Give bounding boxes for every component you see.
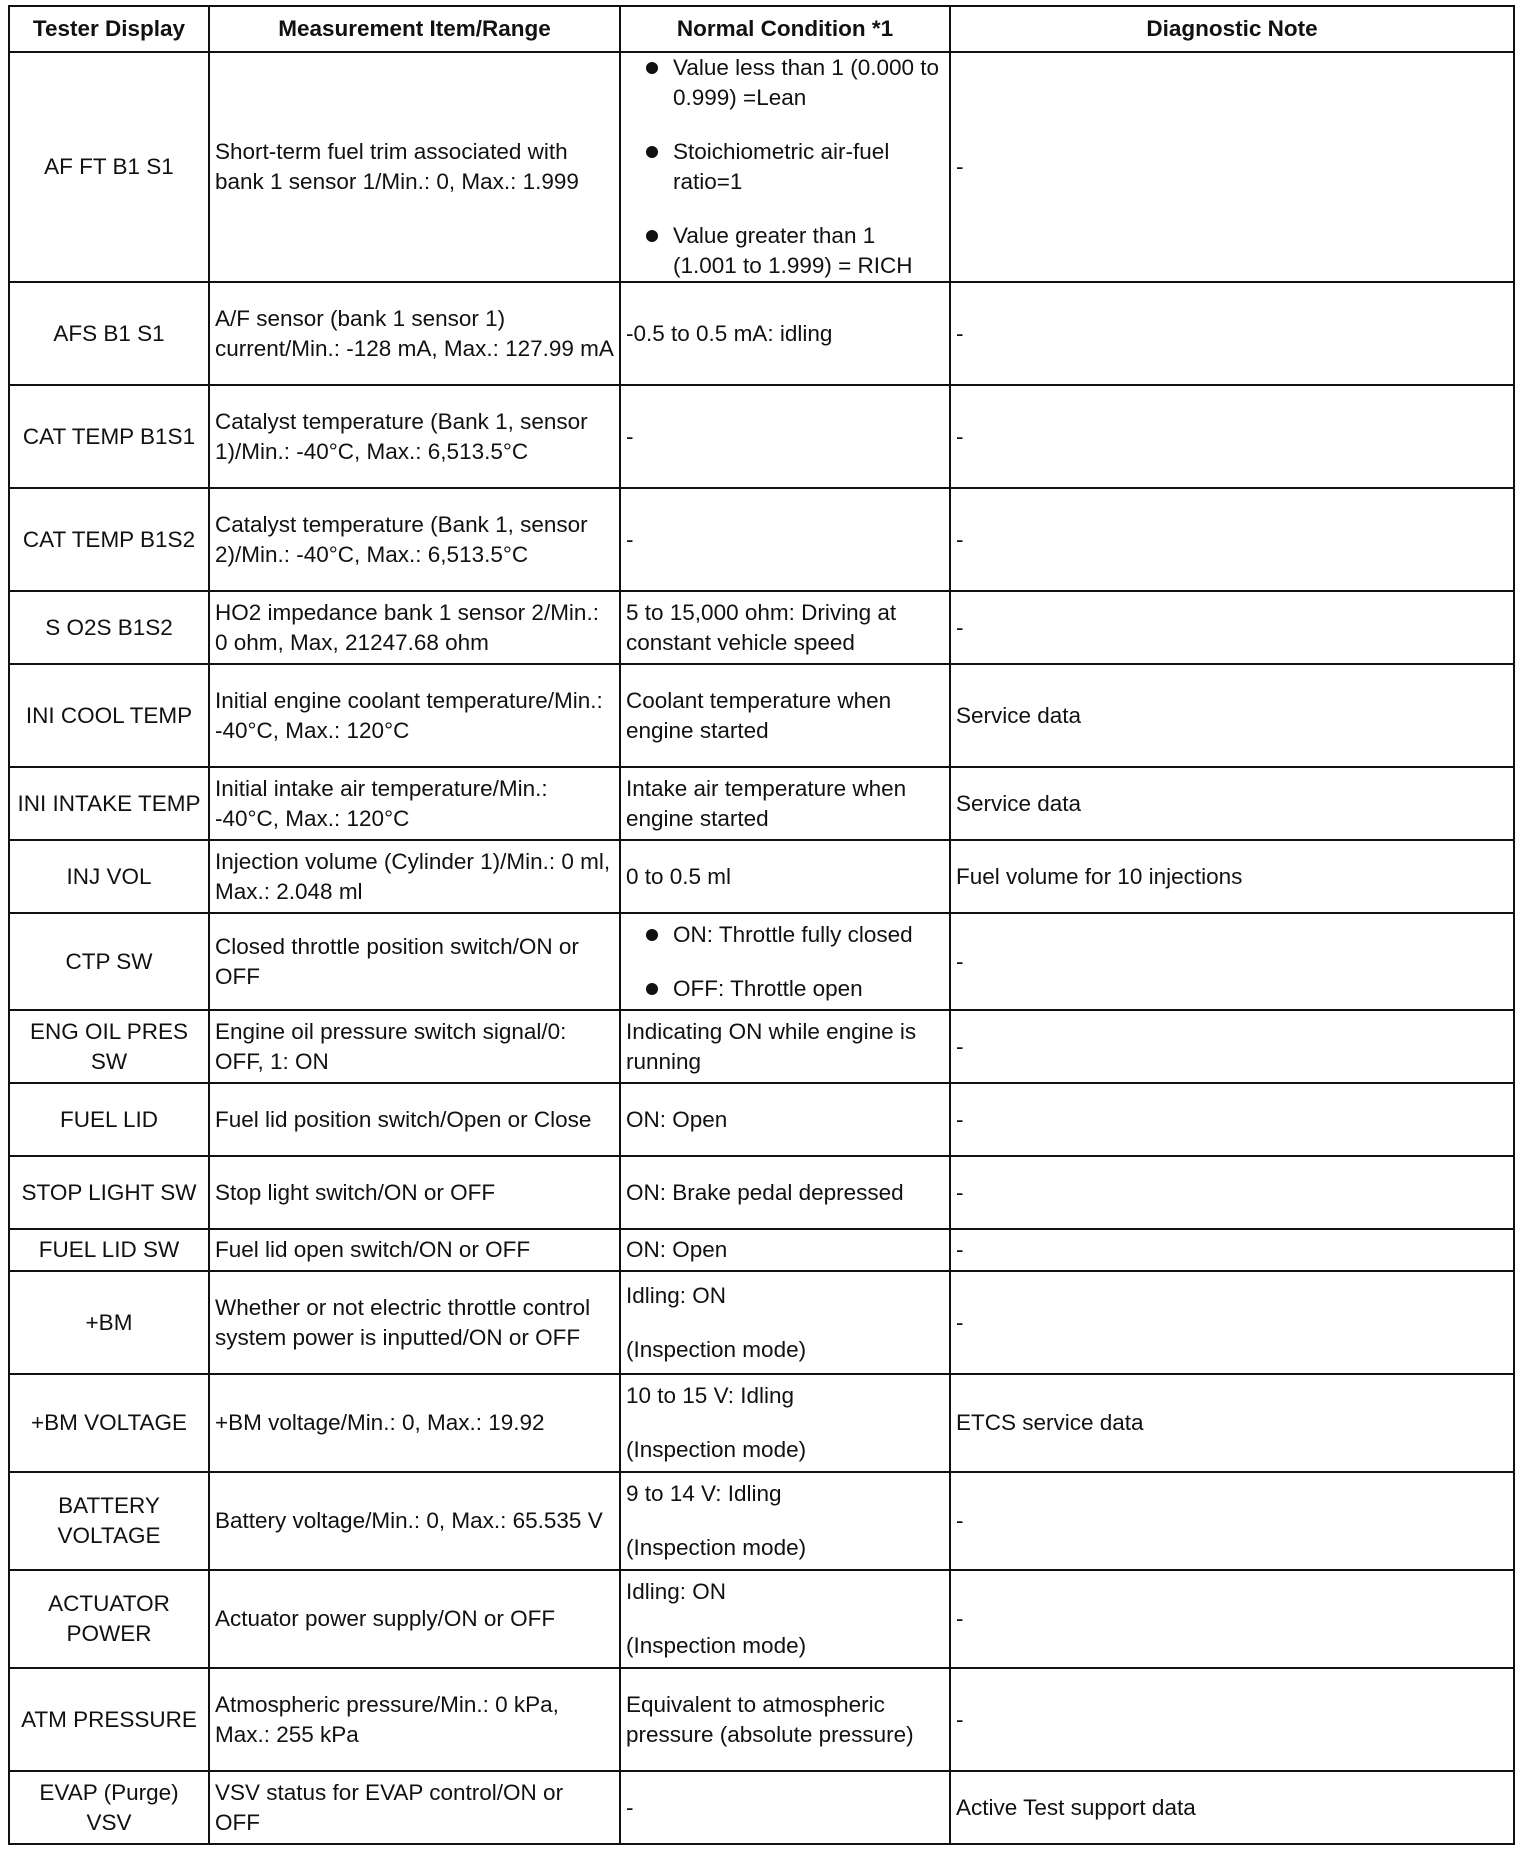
normal-condition-cell xyxy=(620,913,950,1010)
condition-bullet xyxy=(626,53,944,113)
normal-condition-cell xyxy=(620,1570,950,1668)
diagnostic-note-cell: ETCS service data xyxy=(950,1374,1514,1472)
normal-condition-cell: Equivalent to atmospheric pressure (absolute pressure) xyxy=(620,1668,950,1771)
normal-condition-cell: ON: Brake pedal depressed xyxy=(620,1156,950,1229)
diagnostic-note-cell: - xyxy=(950,913,1514,1010)
diagnostic-note-cell: - xyxy=(950,1271,1514,1374)
bullet-icon xyxy=(646,146,658,158)
condition-text: OFF: Throttle open xyxy=(673,975,863,1001)
table-row xyxy=(9,385,1514,488)
diagnostic-note-cell: Fuel volume for 10 injections xyxy=(950,840,1514,913)
table-row xyxy=(9,591,1514,664)
diagnostic-note-cell: - xyxy=(950,282,1514,385)
normal-condition-cell: Coolant temperature when engine started xyxy=(620,664,950,767)
tester-display-cell: INI INTAKE TEMP xyxy=(9,767,209,840)
normal-condition-cell xyxy=(620,1271,950,1374)
tester-display-cell: INI COOL TEMP xyxy=(9,664,209,767)
condition-line: 10 to 15 V: Idling xyxy=(626,1383,795,1408)
measurement-cell: VSV status for EVAP control/ON or OFF xyxy=(209,1771,620,1844)
measurement-cell: Initial engine coolant temperature/Min.: -40°C, Max.: 120°C xyxy=(209,664,620,767)
measurement-cell: +BM voltage/Min.: 0, Max.: 19.92 xyxy=(209,1374,620,1472)
tester-display-cell: CAT TEMP B1S2 xyxy=(9,488,209,591)
measurement-cell: Whether or not electric throttle control system power is inputted/ON or OFF xyxy=(209,1271,620,1374)
table-row xyxy=(9,1271,1514,1374)
tester-display-cell: ENG OIL PRES SW xyxy=(9,1010,209,1083)
diagnostic-note-cell: - xyxy=(950,52,1514,282)
measurement-cell: Fuel lid position switch/Open or Close xyxy=(209,1083,620,1156)
tester-display-cell: INJ VOL xyxy=(9,840,209,913)
tester-display-cell: BATTERY VOLTAGE xyxy=(9,1472,209,1570)
condition-text: Value less than 1 (0.000 to 0.999) =Lean xyxy=(673,55,940,110)
condition-line: (Inspection mode) xyxy=(626,1633,807,1658)
measurement-cell: Stop light switch/ON or OFF xyxy=(209,1156,620,1229)
bullet-icon xyxy=(646,230,658,242)
tester-display-cell: CAT TEMP B1S1 xyxy=(9,385,209,488)
condition-line: Idling: ON xyxy=(626,1282,727,1308)
diagnostic-note-cell: - xyxy=(950,1010,1514,1083)
measurement-cell: HO2 impedance bank 1 sensor 2/Min.: 0 ohm, Max, 21247.68 ohm xyxy=(209,591,620,664)
tester-display-cell: FUEL LID SW xyxy=(9,1229,209,1271)
measurement-cell: Engine oil pressure switch signal/0: OFF, 1: ON xyxy=(209,1010,620,1083)
normal-condition-cell: 5 to 15,000 ohm: Driving at constant vehicle speed xyxy=(620,591,950,664)
measurement-cell: Closed throttle position switch/ON or OFF xyxy=(209,913,620,1010)
tester-display-cell: FUEL LID xyxy=(9,1083,209,1156)
condition-bullet xyxy=(626,137,944,197)
diagnostic-note-cell: - xyxy=(950,385,1514,488)
diagnostic-note-cell: - xyxy=(950,1570,1514,1668)
condition-text: Stoichiometric air-fuel ratio=1 xyxy=(673,139,890,194)
diagnostic-note-cell: Service data xyxy=(950,664,1514,767)
normal-condition-cell: - xyxy=(620,1771,950,1844)
table-row xyxy=(9,913,1514,1010)
condition-text: ON: Throttle fully closed xyxy=(673,921,913,947)
diagnostic-note-cell: - xyxy=(950,1472,1514,1570)
table-row xyxy=(9,767,1514,840)
tester-display-cell: +BM xyxy=(9,1271,209,1374)
normal-condition-cell: Intake air temperature when engine started xyxy=(620,767,950,840)
condition-line: 9 to 14 V: Idling xyxy=(626,1481,782,1506)
bullet-icon xyxy=(646,929,658,941)
measurement-cell: Fuel lid open switch/ON or OFF xyxy=(209,1229,620,1271)
tester-display-cell: +BM VOLTAGE xyxy=(9,1374,209,1472)
diagnostic-note-cell: - xyxy=(950,1229,1514,1271)
header-measurement: Measurement Item/Range xyxy=(209,6,620,52)
diagnostic-note-cell: - xyxy=(950,488,1514,591)
tester-display-cell: S O2S B1S2 xyxy=(9,591,209,664)
tester-display-cell: CTP SW xyxy=(9,913,209,1010)
measurement-cell: Initial intake air temperature/Min.: -40°C, Max.: 120°C xyxy=(209,767,620,840)
measurement-cell: Catalyst temperature (Bank 1, sensor 2)/Min.: -40°C, Max.: 6,513.5°C xyxy=(209,488,620,591)
normal-condition-cell: Indicating ON while engine is running xyxy=(620,1010,950,1083)
diagnostic-note-cell: Service data xyxy=(950,767,1514,840)
condition-line: (Inspection mode) xyxy=(626,1437,807,1462)
diagnostic-note-cell: - xyxy=(950,591,1514,664)
table-row xyxy=(9,1229,1514,1271)
header-tester-display: Tester Display xyxy=(9,6,209,52)
table-row xyxy=(9,1668,1514,1771)
condition-bullet xyxy=(626,920,944,950)
table-row xyxy=(9,488,1514,591)
normal-condition-cell: -0.5 to 0.5 mA: idling xyxy=(620,282,950,385)
measurement-cell: Injection volume (Cylinder 1)/Min.: 0 ml, Max.: 2.048 ml xyxy=(209,840,620,913)
measurement-cell: Short-term fuel trim associated with bank 1 sensor 1/Min.: 0, Max.: 1.999 xyxy=(209,52,620,282)
condition-line: (Inspection mode) xyxy=(626,1336,807,1362)
tester-display-cell: AFS B1 S1 xyxy=(9,282,209,385)
diagnostic-note-cell: Active Test support data xyxy=(950,1771,1514,1844)
header-normal-condition: Normal Condition *1 xyxy=(620,6,950,52)
condition-bullet xyxy=(626,974,944,1004)
condition-text: Value greater than 1 (1.001 to 1.999) = RICH xyxy=(673,223,913,278)
table-row xyxy=(9,840,1514,913)
normal-condition-cell: - xyxy=(620,488,950,591)
condition-line: (Inspection mode) xyxy=(626,1535,807,1560)
table-row xyxy=(9,664,1514,767)
tester-display-cell: EVAP (Purge) VSV xyxy=(9,1771,209,1844)
bullet-icon xyxy=(646,62,658,74)
normal-condition-cell: - xyxy=(620,385,950,488)
table-row xyxy=(9,52,1514,282)
normal-condition-cell xyxy=(620,52,950,282)
measurement-cell: A/F sensor (bank 1 sensor 1) current/Min.: -128 mA, Max.: 127.99 mA xyxy=(209,282,620,385)
bullet-icon xyxy=(646,983,658,995)
table-row xyxy=(9,1010,1514,1083)
table-row xyxy=(9,282,1514,385)
tester-display-cell: ATM PRESSURE xyxy=(9,1668,209,1771)
normal-condition-cell: ON: Open xyxy=(620,1229,950,1271)
measurement-cell: Actuator power supply/ON or OFF xyxy=(209,1570,620,1668)
normal-condition-cell: ON: Open xyxy=(620,1083,950,1156)
header-diagnostic-note: Diagnostic Note xyxy=(950,6,1514,52)
table-row xyxy=(9,1374,1514,1472)
table-row xyxy=(9,1771,1514,1844)
table-row xyxy=(9,1083,1514,1156)
normal-condition-cell xyxy=(620,1472,950,1570)
data-list-table xyxy=(8,5,1515,1845)
tester-display-cell: STOP LIGHT SW xyxy=(9,1156,209,1229)
diagnostic-note-cell: - xyxy=(950,1668,1514,1771)
normal-condition-cell: 0 to 0.5 ml xyxy=(620,840,950,913)
condition-line: Idling: ON xyxy=(626,1579,727,1604)
tester-display-cell: ACTUATOR POWER xyxy=(9,1570,209,1668)
measurement-cell: Atmospheric pressure/Min.: 0 kPa, Max.: 255 kPa xyxy=(209,1668,620,1771)
condition-bullet xyxy=(626,221,944,281)
normal-condition-cell xyxy=(620,1374,950,1472)
diagnostic-note-cell: - xyxy=(950,1156,1514,1229)
measurement-cell: Catalyst temperature (Bank 1, sensor 1)/Min.: -40°C, Max.: 6,513.5°C xyxy=(209,385,620,488)
table-row xyxy=(9,1472,1514,1570)
header-row xyxy=(9,6,1514,52)
tester-display-cell: AF FT B1 S1 xyxy=(9,52,209,282)
diagnostic-note-cell: - xyxy=(950,1083,1514,1156)
table-row xyxy=(9,1156,1514,1229)
measurement-cell: Battery voltage/Min.: 0, Max.: 65.535 V xyxy=(209,1472,620,1570)
table-row xyxy=(9,1570,1514,1668)
